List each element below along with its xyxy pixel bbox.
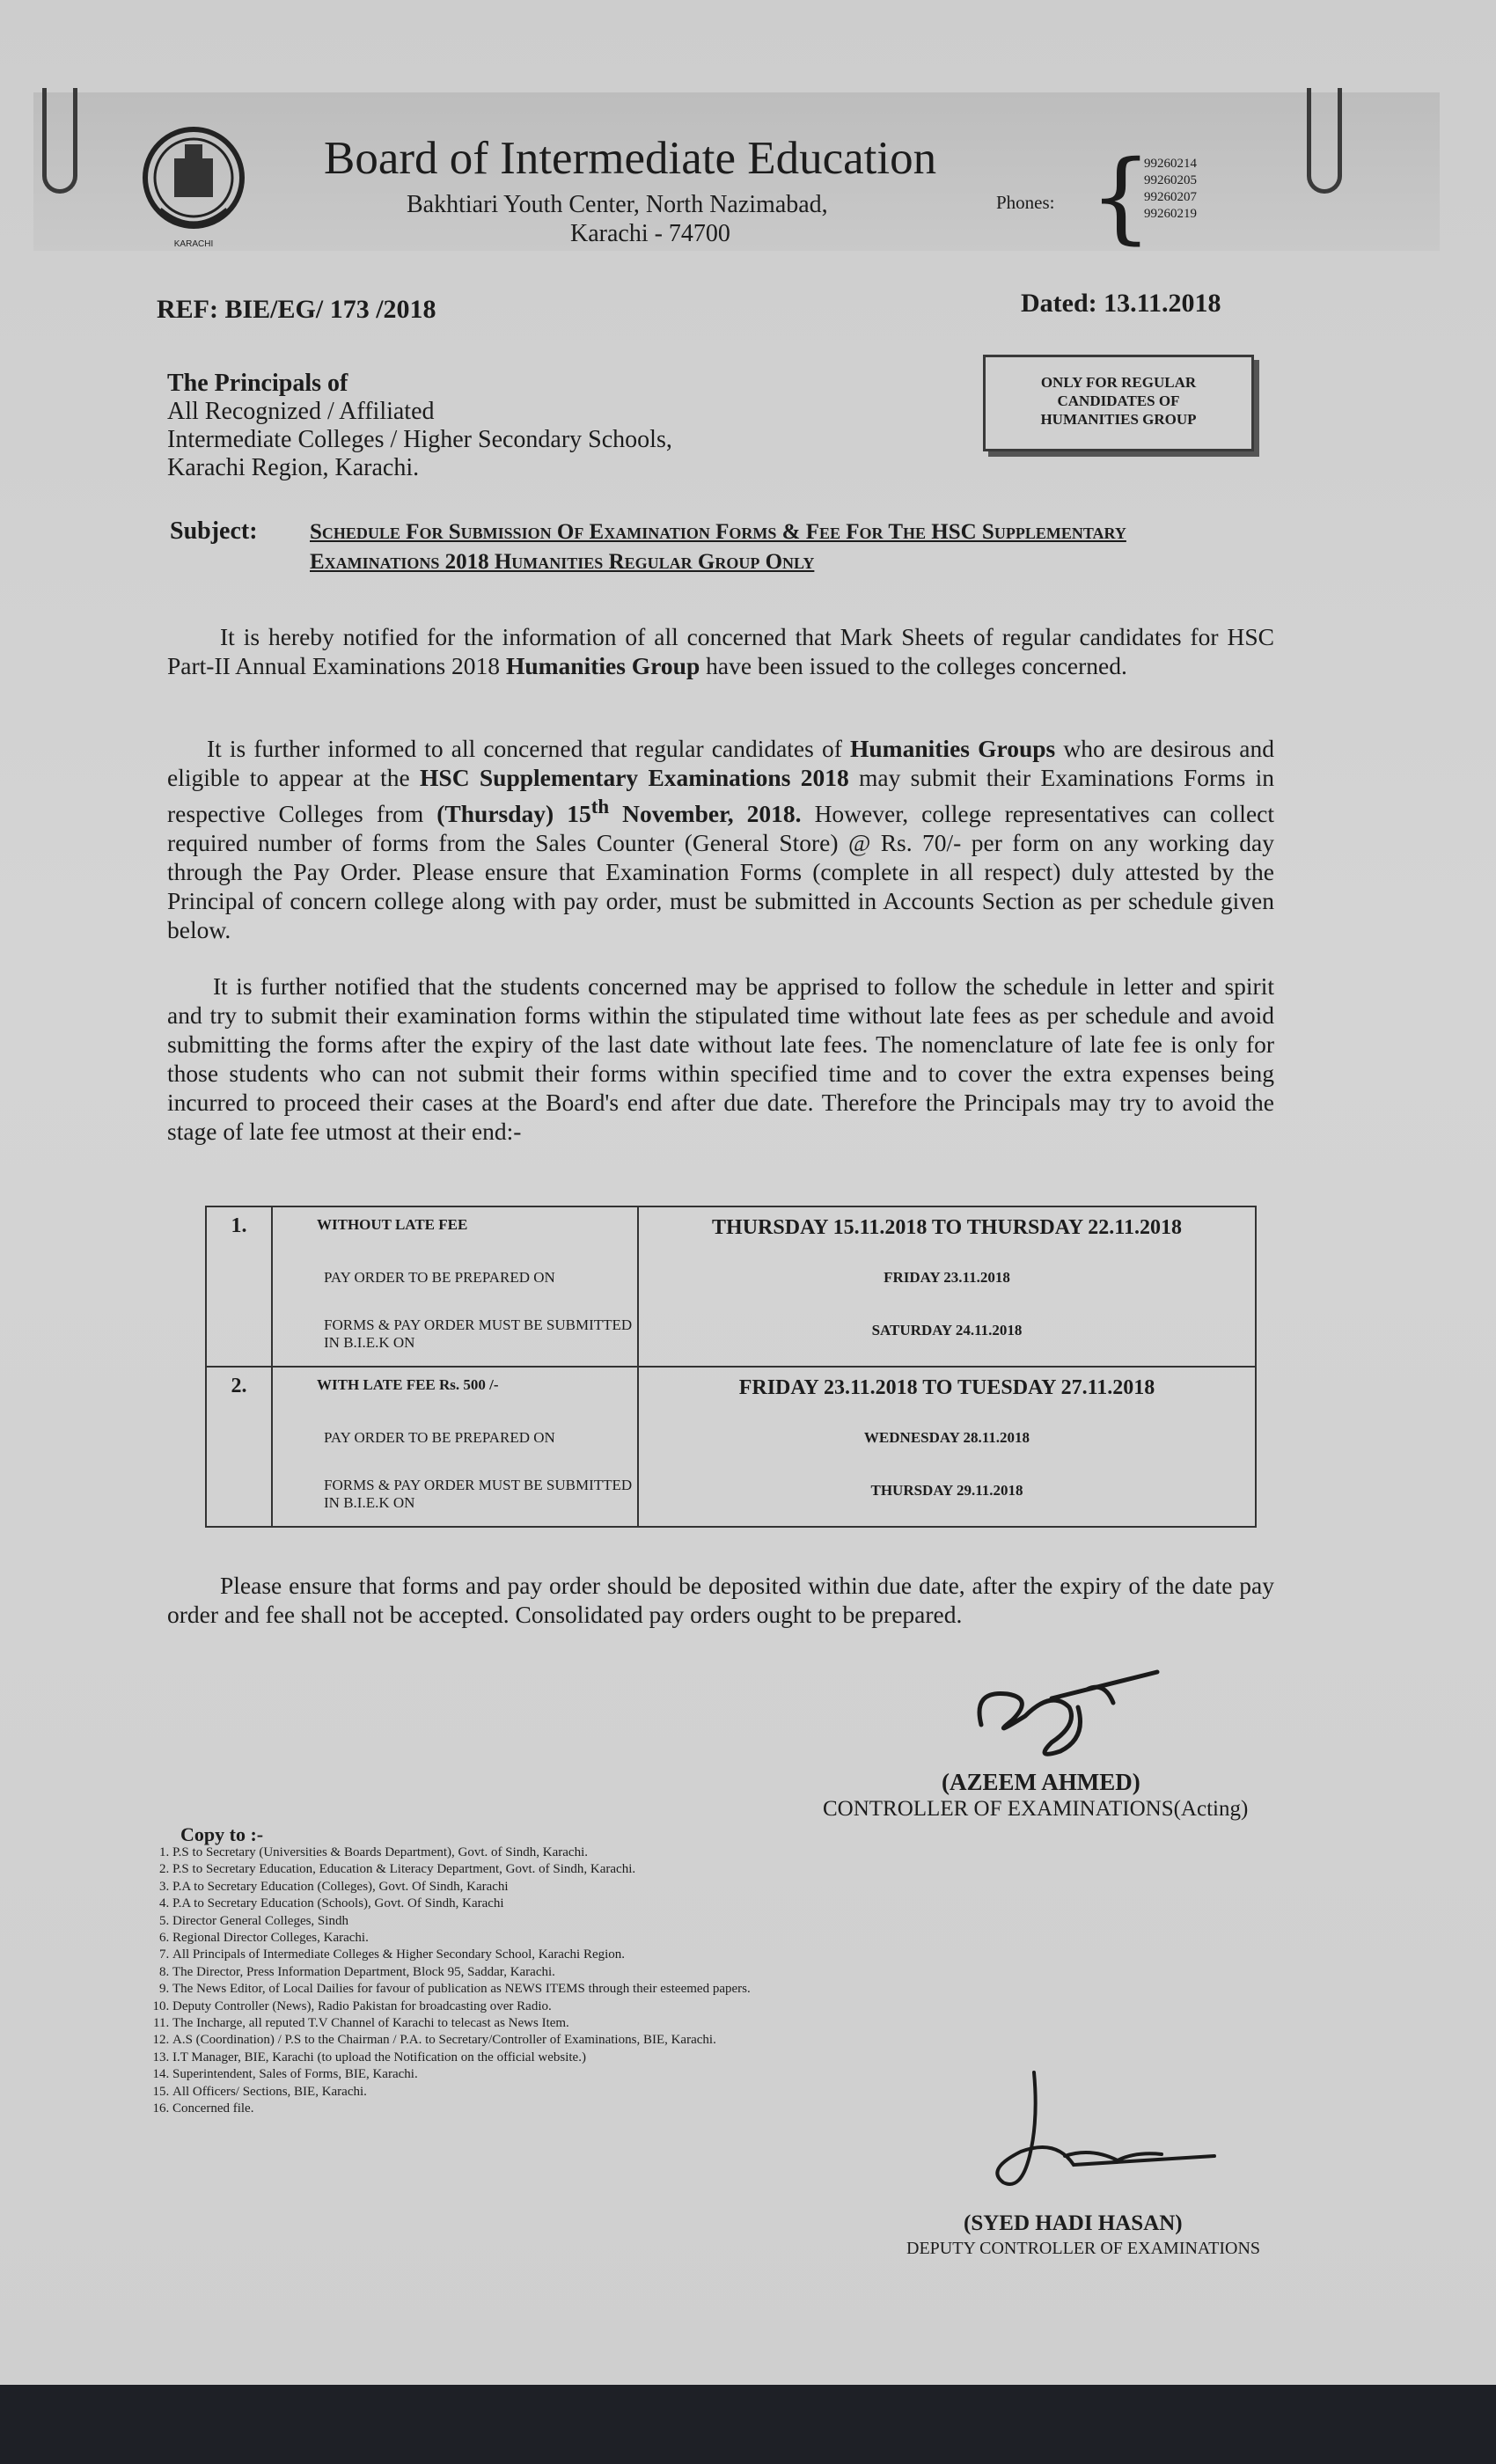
- paragraph-1: [167, 622, 1274, 680]
- list-item: 3. P.A to Secretary Education (Colleges), Govt. Of Sindh, Karachi: [172, 1879, 964, 1896]
- schedule-labels: [272, 1367, 638, 1527]
- deputy-controller-signature: [968, 2068, 1232, 2209]
- letter-date: Dated: 13.11.2018: [1021, 289, 1221, 318]
- signatory-title: CONTROLLER OF EXAMINATIONS(Acting): [823, 1797, 1249, 1821]
- addressee-block: [167, 370, 672, 482]
- list-item: 16. Concerned file.: [172, 2101, 964, 2117]
- board-seal-logo: [141, 123, 246, 255]
- ordinal-suffix: th: [590, 796, 610, 818]
- schedule-value: FRIDAY 23.11.2018 TO TUESDAY 27.11.2018: [738, 1376, 1155, 1399]
- list-item: 9. The News Editor, of Local Dailies for favour of publication as NEWS ITEMS through their esteemed papers.: [172, 1981, 964, 1998]
- list-item: 15. All Officers/ Sections, BIE, Karachi.: [172, 2084, 964, 2101]
- paragraph-text: However, college representatives can collect required number of forms from the Sales Counter (General Store) @ Rs. 70/- per form on any working day through the Pay Order. Please ensure that Examination Forms (complete in all respect) duly attested by the Principal of concern college along with pay order, must be submitted in Accounts Section as per schedule given below.: [167, 800, 1274, 944]
- notice-line: HUMANITIES GROUP: [1040, 411, 1197, 428]
- addressee-line: Intermediate Colleges / Higher Secondary Schools,: [167, 426, 672, 453]
- list-item: 5. Director General Colleges, Sindh: [172, 1913, 964, 1930]
- schedule-value: SATURDAY 24.11.2018: [871, 1322, 1023, 1338]
- list-item: 10. Deputy Controller (News), Radio Pakistan for broadcasting over Radio.: [172, 1998, 964, 2015]
- schedule-label: PAY ORDER TO BE PREPARED ON: [324, 1429, 555, 1446]
- paragraph-3: It is further notified that the students concerned may be apprised to follow the schedule in letter and spirit and try to submit their examination forms within the stipulated time without late fees as per schedule and avoid submitting the forms after the expiry of the last date without late fees. The nomenclature of late fee is only for those students who can not submit their forms within specified time and to cover the extra expenses being incurred to proceed their cases at the Board's end after due date. Therefore the Principals may try to avoid the stage of late fee utmost at their end:-: [167, 972, 1274, 1145]
- paragraph-text: who are desirous and eligible to appear at the: [167, 735, 1275, 791]
- notice-line: CANDIDATES OF: [1057, 392, 1180, 409]
- list-item: 12. A.S (Coordination) / P.S to the Chairman / P.A. to Secretary/Controller of Examinations, BIE, Karachi.: [172, 2032, 964, 2049]
- phone-number: 99260214: [1144, 157, 1197, 171]
- schedule-label: WITH LATE FEE Rs. 500 /-: [317, 1376, 499, 1393]
- addressee-line: All Recognized / Affiliated: [167, 398, 435, 425]
- schedule-label: FORMS & PAY ORDER MUST BE SUBMITTED IN B.I.E.K ON: [324, 1477, 633, 1511]
- paragraph-text: have been issued to the colleges concerned.: [700, 652, 1127, 679]
- phone-number: 99260205: [1144, 173, 1197, 187]
- schedule-value: WEDNESDAY 28.11.2018: [863, 1429, 1030, 1446]
- address-line-2: Karachi - 74700: [570, 220, 730, 247]
- list-item: 8. The Director, Press Information Department, Block 95, Saddar, Karachi.: [172, 1964, 964, 1981]
- schedule-value: THURSDAY 29.11.2018: [870, 1482, 1023, 1499]
- scanner-bottom-edge: [0, 2385, 1496, 2464]
- section-number: 2.: [206, 1367, 272, 1527]
- list-item: 6. Regional Director Colleges, Karachi.: [172, 1930, 964, 1947]
- list-item: 2. P.S to Secretary Education, Education & Literacy Department, Govt. of Sindh, Karachi.: [172, 1861, 964, 1878]
- binder-clip-left: [42, 88, 77, 194]
- copy-to-heading: Copy to :-: [180, 1823, 264, 1845]
- paragraph-text: It is hereby notified for the information of all concerned that Mark Sheets of regular candidates for HSC Part-II Annual Examinations 2018: [167, 623, 1274, 679]
- paragraph-text: may submit their Examinations Forms in respective Colleges from: [167, 764, 1274, 828]
- addressee-line: The Principals of: [167, 370, 348, 397]
- list-item: 14. Superintendent, Sales of Forms, BIE, Karachi.: [172, 2066, 964, 2083]
- list-item: 11. The Incharge, all reputed T.V Channel of Karachi to telecast as News Item.: [172, 2015, 964, 2032]
- svg-text:KARACHI: KARACHI: [173, 239, 214, 249]
- phone-number: 99260207: [1144, 190, 1197, 204]
- schedule-label: WITHOUT LATE FEE: [317, 1216, 468, 1233]
- schedule-values: [638, 1367, 1256, 1527]
- phone-numbers: [1144, 156, 1197, 223]
- schedule-labels: [272, 1206, 638, 1367]
- subject-label: Subject:: [170, 517, 258, 545]
- schedule-section: [206, 1206, 1256, 1367]
- signatory-name: (SYED HADI HASAN): [964, 2211, 1183, 2235]
- address-line-1: Bakhtiari Youth Center, North Nazimabad,: [407, 191, 828, 218]
- schedule-section: [206, 1367, 1256, 1527]
- board-name: Board of Intermediate Education: [324, 133, 937, 184]
- schedule-value: THURSDAY 15.11.2018 TO THURSDAY 22.11.2018: [712, 1216, 1182, 1239]
- list-item: 13. I.T Manager, BIE, Karachi (to upload the Notification on the official website.): [172, 2050, 964, 2066]
- controller-signature: [964, 1654, 1166, 1769]
- schedule-label: FORMS & PAY ORDER MUST BE SUBMITTED IN B.I.E.K ON: [324, 1316, 633, 1351]
- addressee-line: Karachi Region, Karachi.: [167, 454, 420, 481]
- closing-paragraph: Please ensure that forms and pay order should be deposited within due date, after the expiry of the date pay order and fee shall not be accepted. Consolidated pay orders ought to be prepared.: [167, 1572, 1274, 1628]
- section-number: 1.: [206, 1206, 272, 1367]
- paragraph-2: [167, 734, 1274, 944]
- phone-number: 99260219: [1144, 207, 1197, 221]
- schedule-values: [638, 1206, 1256, 1367]
- copy-to-list: [148, 1844, 964, 2118]
- paragraph-bold-text: (Thursday) 15: [436, 800, 591, 828]
- signatory-name: (AZEEM AHMED): [942, 1769, 1140, 1795]
- list-item: 7. All Principals of Intermediate Colleges & Higher Secondary School, Karachi Region.: [172, 1947, 964, 1963]
- schedule-value: FRIDAY 23.11.2018: [884, 1269, 1010, 1286]
- paragraph-text: It is further informed to all concerned that regular candidates of: [207, 735, 850, 762]
- signatory-title: DEPUTY CONTROLLER OF EXAMINATIONS: [906, 2239, 1261, 2258]
- notice-line: ONLY FOR REGULAR: [1040, 374, 1197, 391]
- regular-candidates-notice-box: [983, 355, 1254, 451]
- paragraph-bold-text: HSC Supplementary Examinations 2018: [420, 764, 849, 791]
- list-item: 1. P.S to Secretary (Universities & Boards Department), Govt. of Sindh, Karachi.: [172, 1844, 964, 1861]
- subject-text: Schedule For Submission Of Examination Forms & Fee For The HSC Supplementary Examinations 2018 Humanities Regular Group Only: [310, 520, 1126, 574]
- paragraph-bold-text: [436, 796, 802, 828]
- list-item: 4. P.A to Secretary Education (Schools), Govt. Of Sindh, Karachi: [172, 1896, 964, 1912]
- phones-label: Phones:: [996, 192, 1055, 213]
- submission-schedule-table: [205, 1206, 1257, 1528]
- paragraph-bold-text: Humanities Groups: [850, 735, 1056, 762]
- reference-number: REF: BIE/EG/ 173 /2018: [157, 295, 436, 324]
- paragraph-bold-text: November, 2018.: [609, 800, 802, 828]
- phones-brace: {: [1089, 140, 1153, 254]
- schedule-label: PAY ORDER TO BE PREPARED ON: [324, 1269, 555, 1286]
- paragraph-bold-text: Humanities Group: [505, 652, 700, 679]
- binder-clip-right: [1307, 88, 1342, 194]
